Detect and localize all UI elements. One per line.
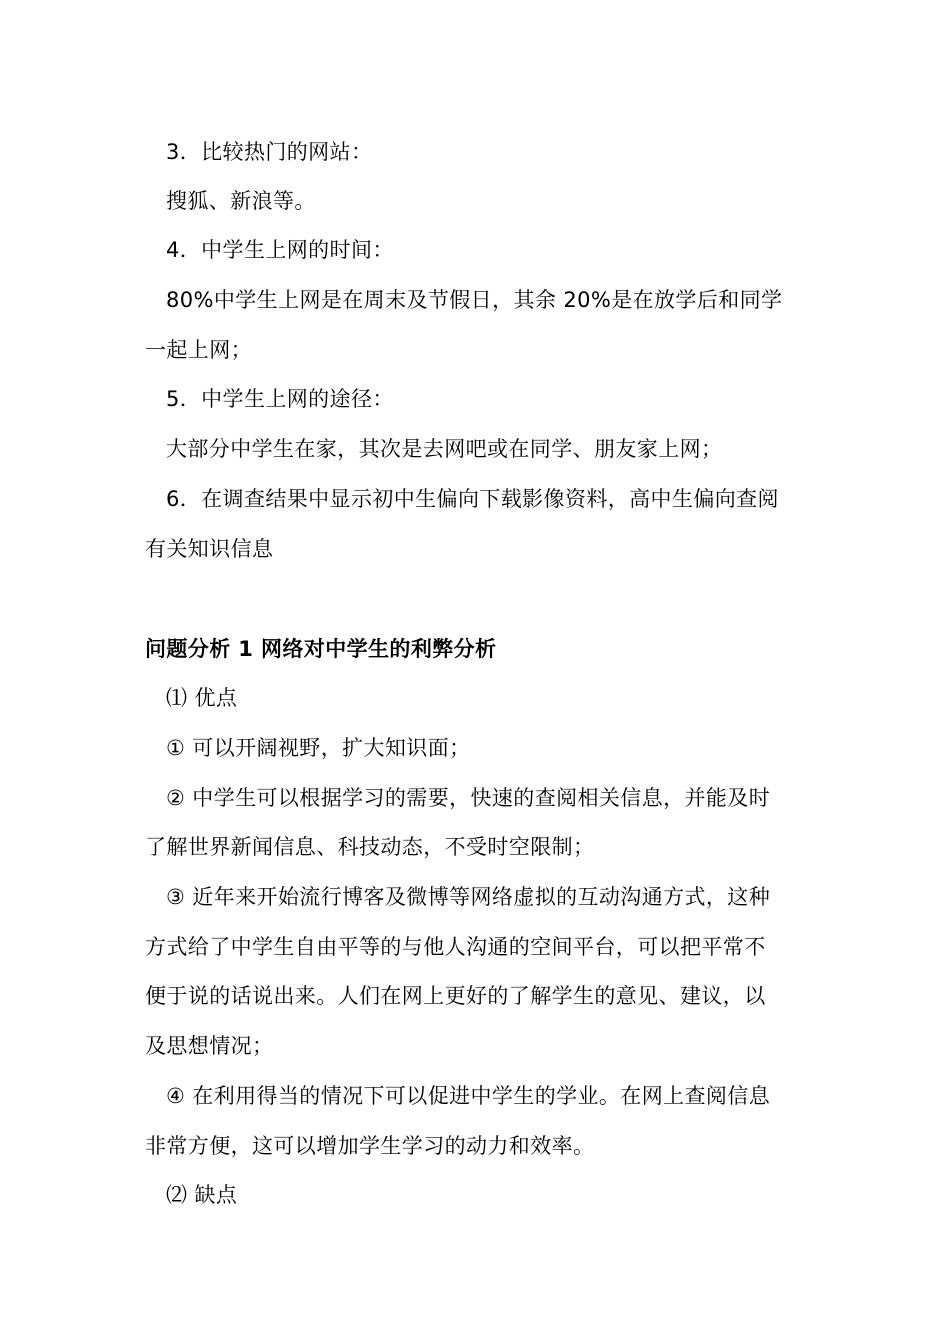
- paragraph-line: 大部分中学生在家，其次是去网吧或在同学、朋友家上网；: [166, 437, 723, 461]
- list-item: ④ 在利用得当的情况下可以促进中学生的学业。在网上查阅信息: [166, 1084, 771, 1108]
- paragraph-line: 3．比较热门的网站：: [166, 140, 373, 164]
- subheading-disadvantages: ⑵ 缺点: [166, 1183, 238, 1207]
- list-item: ② 中学生可以根据学习的需要，快速的查阅相关信息，并能及时: [166, 786, 771, 810]
- paragraph-line: 80%中学生上网是在周末及节假日，其余 20%是在放学后和同学: [166, 288, 783, 312]
- list-item: ③ 近年来开始流行博客及微博等网络虚拟的互动沟通方式，这种: [166, 885, 771, 909]
- paragraph-line: 便于说的话说出来。人们在网上更好的了解学生的意见、建议，以: [145, 984, 766, 1008]
- paragraph-line: 6．在调查结果中显示初中生偏向下载影像资料，高中生偏向查阅: [166, 487, 779, 511]
- paragraph-line: 有关知识信息: [145, 537, 274, 561]
- subheading-advantages: ⑴ 优点: [166, 686, 238, 710]
- paragraph-line: 及思想情况；: [145, 1034, 274, 1058]
- paragraph-line: 5．中学生上网的途径：: [166, 387, 394, 411]
- paragraph-line: 一起上网；: [145, 338, 252, 362]
- section-heading: 问题分析 1 网络对中学生的利弊分析: [145, 637, 497, 661]
- list-item: ① 可以开阔视野，扩大知识面；: [166, 736, 471, 760]
- paragraph-line: 搜狐、新浪等。: [166, 189, 316, 213]
- paragraph-line: 了解世界新闻信息、科技动态，不受时空限制；: [145, 835, 595, 859]
- paragraph-line: 方式给了中学生自由平等的与他人沟通的空间平台，可以把平常不: [145, 935, 766, 959]
- paragraph-line: 非常方便，这可以增加学生学习的动力和效率。: [145, 1134, 595, 1158]
- paragraph-line: 4．中学生上网的时间：: [166, 238, 394, 262]
